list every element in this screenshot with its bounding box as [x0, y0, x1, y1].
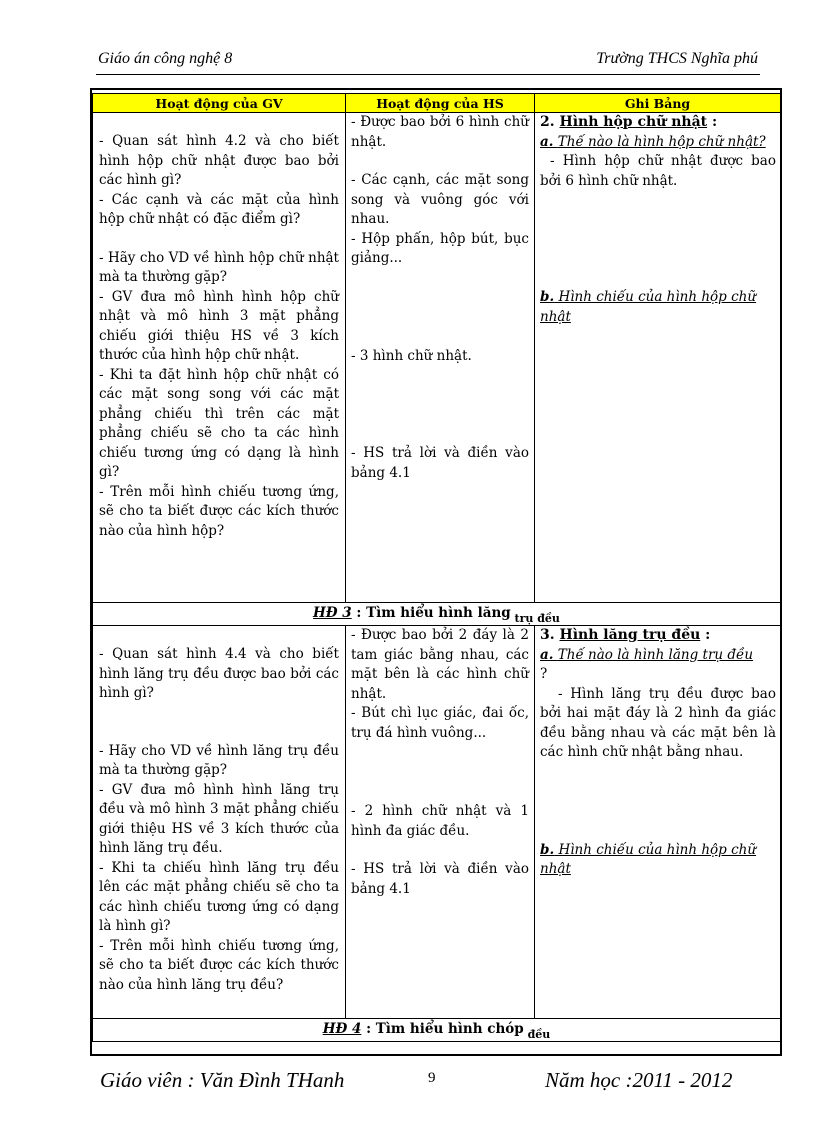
gv-item: - GV đưa mô hình hình lăng trụ đều và mô hình 3 mặt phẳng chiếu giới thiệu HS về 3 kích thước của hình lăng trụ đều. — [99, 781, 339, 856]
hs-item: - 3 hình chữ nhật. — [351, 347, 472, 364]
page-footer — [90, 1068, 782, 1098]
page-header — [96, 50, 760, 75]
table-row — [93, 626, 781, 1019]
board-notes-2 — [535, 626, 781, 1019]
lesson-table — [92, 93, 781, 1042]
gv-item: - Hãy cho VD về hình hộp chữ nhật mà ta thường gặp? — [99, 249, 339, 285]
hs-item: - 2 hình chữ nhật và 1 hình đa giác đều. — [351, 803, 529, 839]
hs-item: - Được bao bởi 6 hình chữ nhật. — [351, 114, 529, 150]
board-answer: - Hình hộp chữ nhật được bao bởi 6 hình chữ nhật. — [540, 153, 776, 189]
hs-activities-2 — [346, 626, 535, 1019]
section-title: 2. Hình hộp chữ nhật : — [540, 114, 718, 130]
header-right: Trường THCS Nghĩa phú — [596, 50, 758, 67]
gv-item: - Khi ta chiếu hình lăng trụ đều lên các mặt phẳng chiếu sẽ cho ta các hình chiếu tương ứng có dạng là hình gì? — [99, 859, 339, 934]
gv-item: - Hãy cho VD về hình lăng trụ đều mà ta thường gặp? — [99, 742, 339, 778]
page-number: 9 — [428, 1070, 436, 1086]
board-notes-1 — [535, 113, 781, 603]
gv-item: - Khi ta đặt hình hộp chữ nhật có các mặt song song với các mặt phẳng chiếu thì trên các mặt phẳng chiếu sẽ cho ta các hình chiếu tương ứng có dạng là hình gì? — [99, 366, 339, 480]
hs-item: - Các cạnh, các mặt song song và vuông góc với nhau. — [351, 172, 529, 227]
hs-item: - Được bao bởi 2 đáy là 2 tam giác bằng nhau, các mặt bên là các hình chữ nhật. — [351, 627, 529, 702]
activity-divider-row — [93, 603, 781, 626]
hs-activities-1 — [346, 113, 535, 603]
gv-item: - Trên mỗi hình chiếu tương ứng, sẽ cho ta biết được các kích thước nào của hình hộp? — [99, 483, 339, 539]
gv-activities-1 — [93, 113, 346, 603]
gv-activities-2 — [93, 626, 346, 1019]
footer-teacher: Giáo viên : Văn Đình THanh — [100, 1068, 345, 1092]
activity-heading-hd4: HĐ 4 : Tìm hiểu hình chóp $_{đều}$ — [93, 1019, 781, 1042]
subsection-a: a. Thế nào là hình lăng trụ đều — [540, 646, 754, 663]
section-title: 3. Hình lăng trụ đều : — [540, 627, 711, 643]
gv-item: - Các cạnh và các mặt của hình hộp chữ nhật có đặc điểm gì? — [99, 191, 339, 227]
hs-item: - Bút chì lục giác, đai ốc, trụ đá hình vuông... — [351, 705, 529, 741]
activity-heading-hd3: HĐ 3 : Tìm hiểu hình lăng $_{trụ đều}$ — [93, 603, 781, 626]
col-header-gv: Hoạt động của GV — [93, 94, 346, 113]
table-header-row — [93, 94, 781, 113]
hs-item: - HS trả lời và điền vào bảng 4.1 — [351, 445, 529, 481]
board-answer: - Hình lăng trụ đều được bao bởi hai mặt đáy là 2 hình đa giác đều bằng nhau và các mặt bên là các hình chữ nhật bằng nhau. — [540, 685, 776, 760]
gv-item: - Quan sát hình 4.2 và cho biết hình hộp chữ nhật được bao bởi các hình gì? — [99, 133, 339, 188]
table-row — [93, 113, 781, 603]
col-header-board: Ghi Bảng — [535, 94, 781, 113]
hs-item: - HS trả lời và điền vào bảng 4.1 — [351, 861, 529, 897]
gv-item: - Quan sát hình 4.4 và cho biết hình lăng trụ đều được bao bởi các hình gì? — [99, 646, 339, 701]
gv-item: - GV đưa mô hình hình hộp chữ nhật và mô hình 3 mặt phẳng chiếu giới thiệu HS về 3 kích thước của hình hộp chữ nhật. — [99, 288, 339, 363]
subsection-a-question: ? — [540, 666, 548, 682]
header-left: Giáo án công nghệ 8 — [98, 50, 233, 67]
footer-school-year: Năm học :2011 - 2012 — [545, 1068, 733, 1092]
col-header-hs: Hoạt động của HS — [346, 94, 535, 113]
gv-item: - Trên mỗi hình chiếu tương ứng, sẽ cho ta biết được các kích thước nào của hình lăng trụ đều? — [99, 937, 339, 993]
subsection-a: a. Thế nào là hình hộp chữ nhật? — [540, 133, 766, 150]
subsection-b: b. Hình chiếu của hình hộp chữ nhật — [540, 289, 757, 325]
hs-item: - Hộp phấn, hộp bút, bục giảng... — [351, 230, 529, 266]
activity-divider-row — [93, 1019, 781, 1042]
subsection-b: b. Hình chiếu của hình hộp chữ nhật — [540, 841, 757, 877]
